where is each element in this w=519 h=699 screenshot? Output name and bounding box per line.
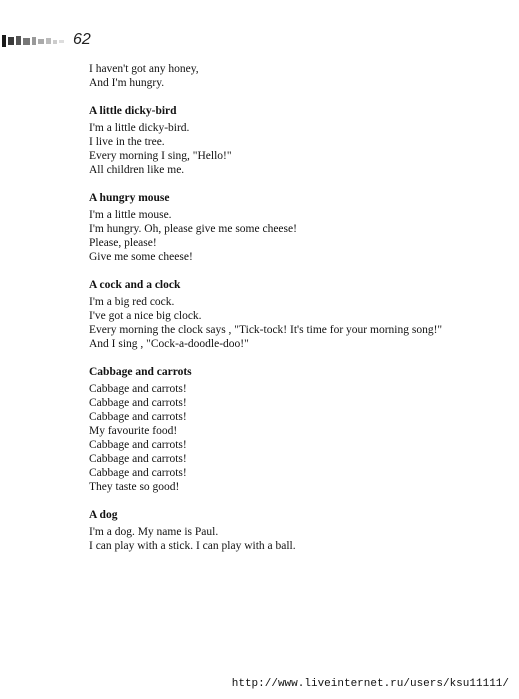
poems-content <box>89 62 509 567</box>
poem-line: I live in the tree. <box>89 136 165 148</box>
poem-line: Cabbage and carrots! <box>89 439 187 451</box>
poem-line: Every morning I sing, "Hello!" <box>89 150 232 162</box>
poem-section <box>89 508 509 553</box>
poem-line: And I'm hungry. <box>89 77 165 89</box>
poem-line: I'm a big red cock. <box>89 296 175 308</box>
poem-line: They taste so good! <box>89 481 180 493</box>
poem-line: Give me some cheese! <box>89 251 193 263</box>
poem-section <box>89 62 509 90</box>
poem-section <box>89 191 509 264</box>
scan-noise-mark <box>2 34 68 48</box>
poem-line: I'm hungry. Oh, please give me some cheese! <box>89 223 297 235</box>
poem-line: I'm a little dicky-bird. <box>89 122 190 134</box>
poem-section <box>89 278 509 351</box>
poem-line: I'm a little mouse. <box>89 209 172 221</box>
source-url: http://www.liveinternet.ru/users/ksu11111/ <box>231 678 509 690</box>
poem-line: I can play with a stick. I can play with a ball. <box>89 540 296 552</box>
poem-line: Every morning the clock says , "Tick-tock! It's time for your morning song!" <box>89 324 443 336</box>
poem-line: And I sing , "Cock-a-doodle-doo!" <box>89 338 249 350</box>
poem-title: A little dicky-bird <box>89 105 177 117</box>
poem-title: A hungry mouse <box>89 192 170 204</box>
poem-section <box>89 365 509 494</box>
poem-line: Cabbage and carrots! <box>89 453 187 465</box>
poem-line: All children like me. <box>89 164 185 176</box>
poem-line: I haven't got any honey, <box>89 63 199 75</box>
poem-line: I've got a nice big clock. <box>89 310 202 322</box>
poem-section <box>89 104 509 177</box>
poem-line: Cabbage and carrots! <box>89 383 187 395</box>
poem-line: I'm a dog. My name is Paul. <box>89 526 219 538</box>
poem-line: My favourite food! <box>89 425 178 437</box>
poem-title: A dog <box>89 509 118 521</box>
page-number: 62 <box>73 31 91 48</box>
poem-line: Please, please! <box>89 237 157 249</box>
poem-line: Cabbage and carrots! <box>89 411 187 423</box>
poem-line: Cabbage and carrots! <box>89 467 187 479</box>
poem-title: A cock and a clock <box>89 279 181 291</box>
poem-line: Cabbage and carrots! <box>89 397 187 409</box>
poem-title: Cabbage and carrots <box>89 366 192 378</box>
